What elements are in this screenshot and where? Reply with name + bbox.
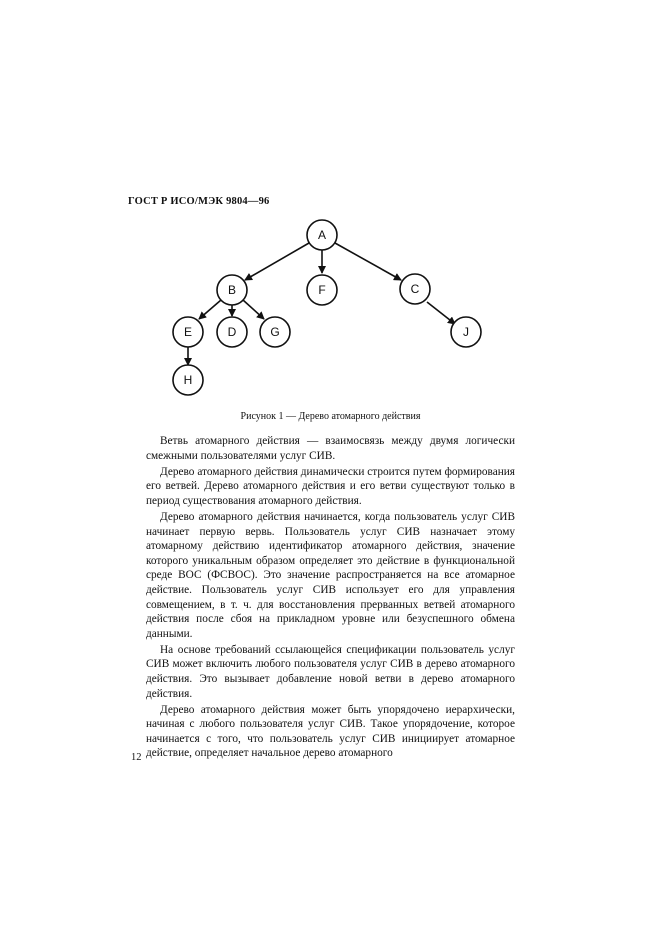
node-g-label: G xyxy=(270,325,280,339)
page-number: 12 xyxy=(131,752,142,763)
edge-a-b xyxy=(245,243,309,280)
body-text xyxy=(146,434,515,763)
node-h-label: H xyxy=(183,373,193,387)
paragraph: Дерево атомарного действия может быть упорядочено иерархически, начиная с любого пользователя услуг СИВ. Такое упорядочение, которое начинается с того, что пользователь услуг СИВ инициирует атомарное действие, определяет начальное дерево атомарного xyxy=(146,703,515,760)
node-a-label: A xyxy=(317,228,327,242)
node-d-label: D xyxy=(227,325,237,339)
figure-caption: Рисунок 1 — Дерево атомарного действия xyxy=(240,411,421,422)
document-header: ГОСТ Р ИСО/МЭК 9804—96 xyxy=(128,196,270,207)
node-c-label: C xyxy=(410,282,420,296)
paragraph: Ветвь атомарного действия — взаимосвязь между двумя логически смежными пользователями услуг СИВ. xyxy=(146,435,515,462)
node-f-label: F xyxy=(318,283,326,297)
node-j-label: J xyxy=(463,325,469,339)
atomic-action-tree-diagram xyxy=(0,0,661,400)
edge-b-g xyxy=(243,300,264,319)
paragraph: Дерево атомарного действия начинается, когда пользователь услуг СИВ начинает первую вервь. Пользователь услуг СИВ назначает этому атомарному действию идентификатор атомарного действия, значение которого уникальным образом определяет это действие в функциональной среде ВОС (ФСВОС). Это значение распространяется на все атомарное действие. Пользователь услуг СИВ использует его для управления совмещением, в т. ч. для восстановления прерванных ветвей атомарного действия после сбоя на прикладном уровне или безуспешного обмена данными. xyxy=(146,510,515,640)
paragraph: Дерево атомарного действия динамически строится путем формирования его ветвей. Дерево атомарного действия и его ветви существуют только в период существования атомарного действия. xyxy=(146,465,515,507)
edge-c-j xyxy=(427,302,455,324)
node-b-label: B xyxy=(227,283,237,297)
edge-b-e xyxy=(199,300,221,319)
paragraph: На основе требований ссылающейся спецификации пользователь услуг СИВ может включить любого пользователя услуг СИВ в дерево атомарного действия. Это вызывает добавление новой ветви в дерево атомарного действия. xyxy=(146,643,515,700)
node-e-label: E xyxy=(183,325,193,339)
edge-a-c xyxy=(335,243,401,280)
